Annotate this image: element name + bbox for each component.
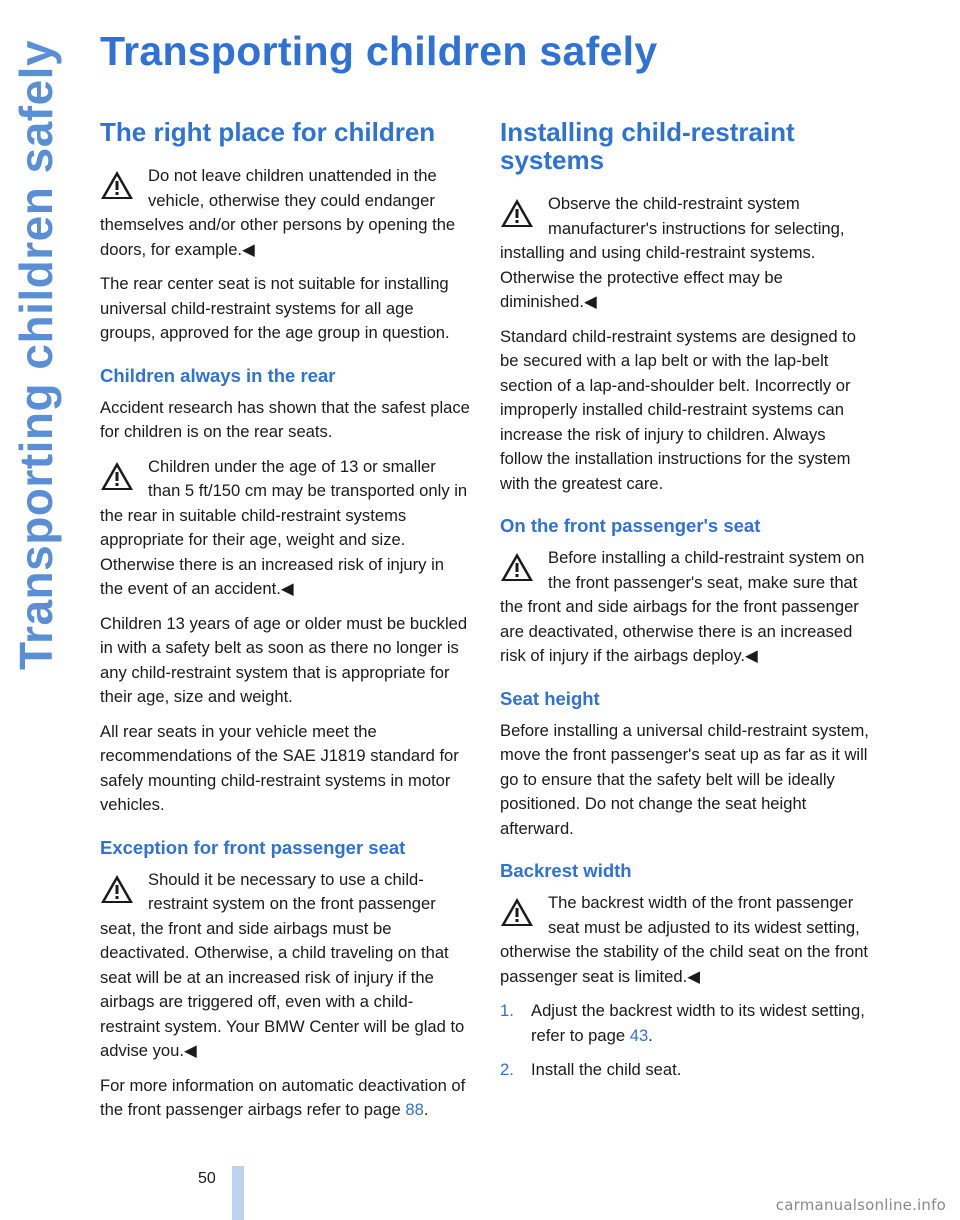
list-item	[500, 999, 870, 1048]
warning-note	[500, 546, 870, 669]
period: .	[423, 1100, 429, 1119]
paragraph-more-info	[100, 1074, 470, 1123]
end-mark: ◀	[583, 292, 597, 311]
heading-right-place: The right place for children	[100, 117, 436, 147]
left-column	[100, 118, 470, 1133]
end-mark: ◀	[183, 1041, 197, 1060]
end-mark: ◀	[242, 239, 255, 259]
heading-front-seat: On the front passenger's seat	[500, 515, 761, 536]
warning-text: Do not leave children unattended in the vehicle, otherwise they could endanger themselves and/or other persons by opening the doors, for example.	[100, 166, 456, 259]
paragraph: Children 13 years of age or older must be buckled in with a safety belt as soon as there no longer is any child-restraint system that is appropriate for their age, size and weight.	[100, 613, 468, 706]
warning-triangle-icon	[500, 198, 534, 228]
warning-note	[100, 455, 470, 602]
page-number-bar	[232, 1166, 244, 1220]
end-mark: ◀	[687, 966, 700, 986]
step-text: Adjust the backrest width to its widest setting, refer to page	[531, 1001, 865, 1045]
warning-text: Should it be necessary to use a child-restraint system on the front passenger seat, the front and side airbags must be deactivated. Otherwise, a child traveling on that seat will be at an increased risk of injury if the airbags are triggered off, even with a child-restraint system. Your BMW Center will be glad to advise you.	[100, 869, 465, 1060]
end-mark: ◀	[280, 579, 294, 598]
warning-text: Before installing a child-restraint system on the front passenger's seat, make sure that the front and side airbags for the front passenger are deactivated, otherwise there is an increased risk of injury if the airbags deploy.	[500, 548, 865, 665]
warning-triangle-icon	[500, 552, 534, 582]
heading-installing: Installing child-restraint systems	[500, 117, 795, 175]
warning-triangle-icon	[100, 874, 134, 904]
heading-always-rear: Children always in the rear	[100, 364, 336, 386]
end-mark: ◀	[745, 646, 758, 665]
paragraph-text: For more information on automatic deactivation of the front passenger airbags refer to page	[100, 1075, 466, 1119]
page-link-88[interactable]: 88	[405, 1100, 424, 1119]
step-number: 2.	[500, 1060, 514, 1079]
page-link-43[interactable]: 43	[629, 1025, 649, 1045]
right-column	[500, 118, 870, 1093]
warning-triangle-icon	[100, 170, 134, 200]
step-number: 1.	[500, 1001, 514, 1020]
steps-list	[500, 999, 870, 1083]
side-chapter-title: Transporting children safely	[10, 40, 62, 671]
page-title: Transporting children safely	[100, 28, 658, 74]
period: .	[648, 1025, 653, 1045]
page-number: 50	[198, 1170, 216, 1187]
list-item	[500, 1058, 870, 1083]
heading-backrest: Backrest width	[500, 860, 632, 881]
paragraph: Accident research has shown that the safest place for children is on the rear seats.	[100, 397, 470, 441]
warning-note	[100, 164, 470, 262]
paragraph: Standard child-restraint systems are designed to be secured with a lap belt or with the lap-belt section of a lap-and-shoulder belt. Incorrectly or improperly installed child-restraint systems can increase the risk of injury to children. Always follow the installation instructions for the system with the greatest care.	[500, 326, 857, 493]
paragraph: All rear seats in your vehicle meet the recommendations of the SAE J1819 standard for safely mounting child-restraint systems in motor vehicles.	[100, 721, 459, 814]
warning-triangle-icon	[100, 461, 134, 491]
step-text: Install the child seat.	[531, 1060, 682, 1079]
warning-note	[100, 868, 470, 1064]
heading-exception: Exception for front passenger seat	[100, 836, 406, 858]
paragraph: The rear center seat is not suitable for installing universal child-restraint systems for all age groups, approved for the age group in question.	[100, 274, 450, 342]
watermark: carmanualsonline.info	[775, 1196, 946, 1214]
heading-seat-height: Seat height	[500, 687, 600, 709]
warning-text: Observe the child-restraint system manufacturer's instructions for selecting, installing and using child-restraint systems. Otherwise the protective effect may be diminished.	[500, 194, 845, 311]
warning-text: Children under the age of 13 or smaller than 5 ft/150 cm may be transported only in the rear in suitable child-restraint systems appropriate for their age, weight and size. Otherwise there is an increased risk of injury in the event of an accident.	[100, 456, 468, 598]
warning-triangle-icon	[500, 897, 534, 927]
paragraph: Before installing a universal child-restraint system, move the front passenger's seat up as far as it will go to ensure that the safety belt will be ideally positioned. Do not change the seat height afterward.	[500, 720, 869, 838]
warning-text: The backrest width of the front passenger seat must be adjusted to its widest setting, otherwise the stability of the child seat on the front passenger seat is limited.	[500, 893, 869, 986]
warning-note	[500, 192, 870, 315]
warning-note	[500, 891, 870, 989]
